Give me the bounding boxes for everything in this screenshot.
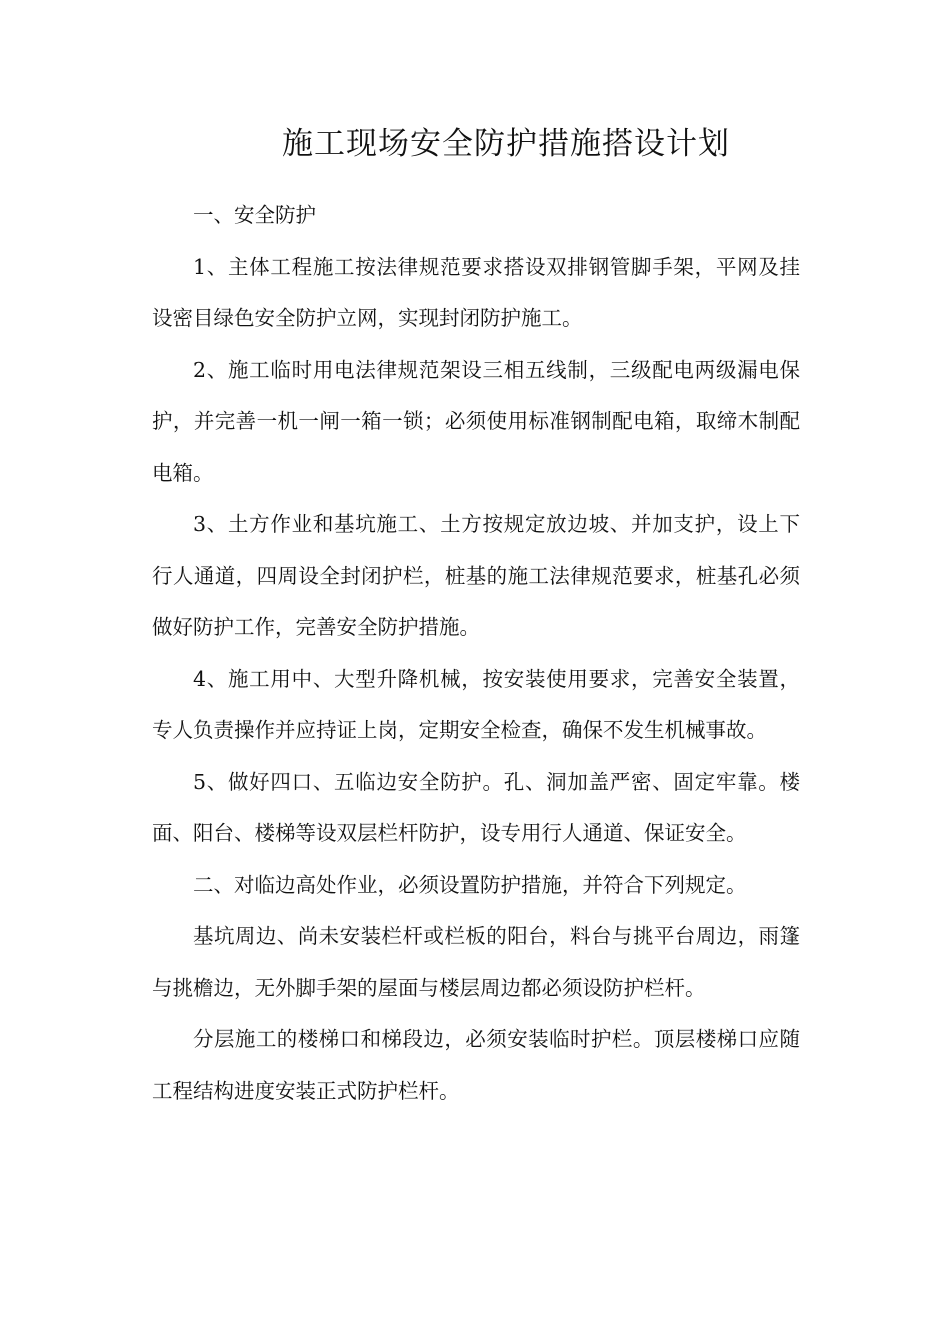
section-heading-safety: 一、安全防护 — [193, 203, 316, 227]
section-heading-edge-work: 二、对临边高处作业，必须设置防护措施，并符合下列规定。 — [193, 872, 747, 897]
paragraph-edge-railings: 基坑周边、尚未安装栏杆或栏板的阳台，料台与挑平台周边，雨篷与挑檐边，无外脚手架的屋面与楼层周边都必须设防护栏杆。 — [152, 924, 800, 1000]
paragraph-scaffolding: 1、主体工程施工按法律规范要求搭设双排钢管脚手架，平网及挂设密目绿色安全防护立网，实现封闭防护施工。 — [152, 254, 800, 330]
paragraph-machinery: 4、施工用中、大型升降机械，按安装使用要求，完善安全装置，专人负责操作并应持证上岗，定期安全检查，确保不发生机械事故。 — [152, 666, 800, 742]
paragraph-electricity: 2、施工临时用电法律规范架设三相五线制，三级配电两级漏电保护，并完善一机一闸一箱一锁；必须使用标准钢制配电箱，取缔木制配电箱。 — [152, 357, 800, 485]
document-body — [152, 190, 800, 1117]
paragraph-earthwork: 3、土方作业和基坑施工、土方按规定放边坡、并加支护，设上下行人通道，四周设全封闭护栏，桩基的施工法律规范要求，桩基孔必须做好防护工作，完善安全防护措施。 — [152, 512, 800, 639]
paragraph-stair-railings: 分层施工的楼梯口和梯段边，必须安装临时护栏。顶层楼梯口应随工程结构进度安装正式防护栏杆。 — [152, 1027, 800, 1103]
paragraph-openings: 5、做好四口、五临边安全防护。孔、洞加盖严密、固定牢靠。楼面、阳台、楼梯等设双层栏杆防护，设专用行人通道、保证安全。 — [152, 769, 800, 845]
document-title: 施工现场安全防护措施搭设计划 — [282, 126, 730, 162]
